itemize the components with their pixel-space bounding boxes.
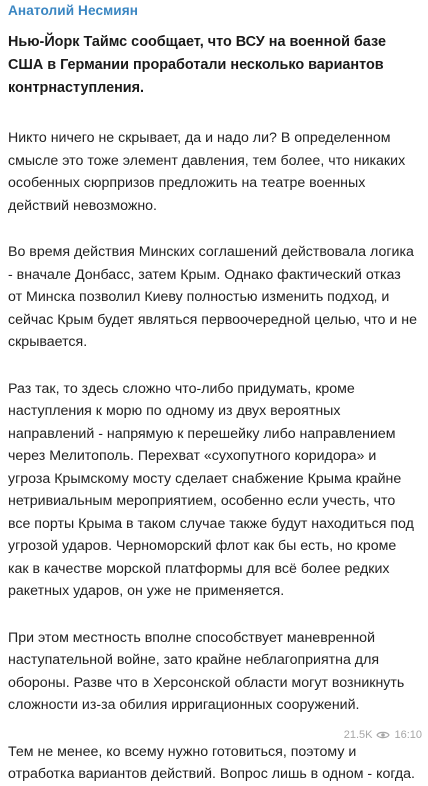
- post-headline: Нью-Йорк Таймс сообщает, что ВСУ на военной базе США в Германии проработали несколько вариантов контрнаступления.: [8, 34, 386, 96]
- paragraph-3: Раз так, то здесь сложно что-либо придумать, кроме наступления к морю по одному из двух вероятных направлений - напрямую к перешейку либо направлением через Мелитополь. Перехват «сухопутного коридора» и угроза Крымскому мосту сделает снабжение Крыма крайне нетривиальным мероприятием, особенно если учесть, что все порты Крыма в таком случае также будут находиться под угрозой ударов. Черноморский флот как бы есть, но кроме как в качестве морской платформы для всё более редких ракетных ударов, он уже не применяется.: [8, 380, 414, 599]
- message-post: [0, 2, 428, 782]
- paragraph-2: Во время действия Минских соглашений действовала логика - вначале Донбасс, затем Крым. Однако фактический отказ от Минска позволил Киеву полностью изменить подход, и сейчас Крым будет являться первоочередной целью, что и не скрывается.: [8, 244, 417, 350]
- views-count: 21.5K: [343, 729, 373, 741]
- message-meta: [344, 729, 422, 741]
- paragraph-1: Никто ничего не скрывает, да и надо ли? В определенном смысле это тоже элемент давления, тем более, что никаких особенных сюрпризов предложить на театре военных действий невозможно.: [8, 130, 406, 214]
- author-name[interactable]: Анатолий Несмиян: [8, 3, 139, 18]
- paragraph-5: Тем не менее, ко всему нужно готовиться, поэтому и отработка вариантов действий. Вопрос лишь в одном - когда.: [8, 743, 415, 782]
- message-time: 16:10: [394, 729, 422, 741]
- eye-icon: [376, 730, 390, 740]
- paragraph-4: При этом местность вполне способствует маневренной наступательной войне, зато крайне неблагоприятна для обороны. Разве что в Херсонской области могут возникнуть сложности из-за обилия ирригационных сооружений.: [8, 629, 405, 713]
